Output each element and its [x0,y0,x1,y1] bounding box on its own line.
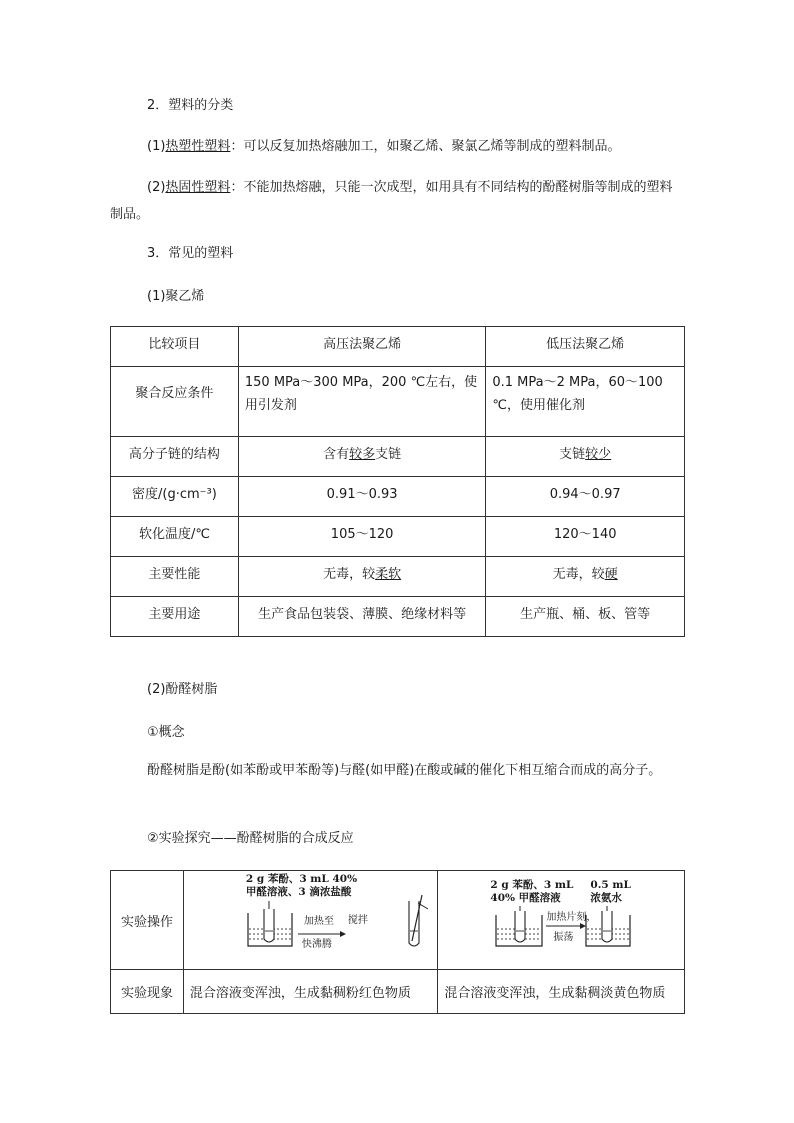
cell-low [486,437,685,477]
header-low-pressure: 低压法聚乙烯 [486,327,685,367]
row-label: 主要性能 [111,557,239,597]
underlined-text: 较少 [585,447,612,462]
exp2-reagent-2: 40% 甲醛溶液 [490,892,561,904]
exp2-diagram [438,871,684,969]
section-2-title: 2．塑料的分类 [147,98,234,113]
text: 无毒，较 [323,567,376,582]
header-item: 比较项目 [111,327,239,367]
exp1-reagent-2: 甲醛溶液、3 滴浓盐酸 [245,886,352,898]
cell-low: 生产瓶、桶、板、管等 [486,597,685,637]
cell-low [486,557,685,597]
cell-low: 120～140 [486,517,685,557]
table-row [111,437,685,477]
table-header-row [111,327,685,367]
section-3-title: 3．常见的塑料 [147,246,234,261]
cell-low: 0.1 MPa～2 MPa，60～100 ℃，使用催化剂 [486,367,685,437]
exp1-heat-2: 快沸腾 [301,939,332,950]
text: 无毒，较 [552,567,605,582]
plastic-class-item-2 [110,174,685,228]
text: 支链 [559,447,586,462]
exp1-diagram [184,871,438,969]
table-row [111,367,685,437]
thermoset-term: 热固性塑料 [165,180,231,195]
table-row [111,517,685,557]
row-label: 软化温度/℃ [111,517,239,557]
exp2-reagent-1: 2 g 苯酚、3 mL [490,879,574,891]
exp2-heat-2: 振荡 [553,932,574,943]
exp1-stir: 搅拌 [347,915,368,926]
exp2-add-1: 0.5 mL [590,879,631,891]
cell-high: 0.91～0.93 [238,477,485,517]
item-2-prefix: (2) [147,180,166,195]
concept-title: ①概念 [147,725,185,740]
exp2-diagram-cell [438,871,685,970]
exp2-phenomenon: 混合溶液变浑浊，生成黏稠淡黄色物质 [438,970,685,1014]
header-high-pressure: 高压法聚乙烯 [238,327,485,367]
exp1-phenomenon: 混合溶液变浑浊，生成黏稠粉红色物质 [183,970,438,1014]
underlined-text: 较多 [349,447,376,462]
underlined-text: 柔软 [375,567,402,582]
thermoplastic-term: 热塑性塑料 [165,139,231,154]
text: 含有 [323,447,350,462]
row-label: 密度/(g·cm⁻³) [111,477,239,517]
text: 支链 [375,447,402,462]
row-label-operation: 实验操作 [111,871,184,970]
cell-high: 生产食品包装袋、薄膜、绝缘材料等 [238,597,485,637]
table-row [111,597,685,637]
row-label: 聚合反应条件 [111,367,239,437]
item-2-text: ：不能加热熔融，只能一次成型，如用具有不同结构的酚醛树脂等制成的塑料制品。 [110,180,673,222]
plastic-class-item-1 [110,133,685,160]
phenolic-subtitle: (2)酚醛树脂 [147,682,218,697]
table-row [111,871,685,970]
concept-text: 酚醛树脂是酚(如苯酚或甲苯酚等)与醛(如甲醛)在酸或碱的催化下相互缩合而成的高分子。 [147,763,662,778]
exp2-heat-1: 加热片刻， [546,912,597,923]
table-row [111,970,685,1014]
cell-high: 150 MPa～300 MPa，200 ℃左右，使用引发剂 [238,367,485,437]
table-row [111,557,685,597]
exp2-add-2: 浓氨水 [590,892,622,904]
exp1-heat-1: 加热至 [303,916,334,927]
item-1-prefix: (1) [147,139,166,154]
polyethylene-comparison-table [110,326,685,637]
table-row [111,477,685,517]
experiment-table [110,870,685,1014]
underlined-text: 硬 [604,567,618,582]
cell-high [238,557,485,597]
row-label-phenomenon: 实验现象 [111,970,184,1014]
row-label: 主要用途 [111,597,239,637]
row-label: 高分子链的结构 [111,437,239,477]
polyethylene-subtitle: (1)聚乙烯 [147,289,205,304]
experiment-title: ②实验探究——酚醛树脂的合成反应 [147,831,354,846]
exp1-reagent-1: 2 g 苯酚、3 mL 40% [245,873,358,885]
item-1-text: ：可以反复加热熔融加工，如聚乙烯、聚氯乙烯等制成的塑料制品。 [230,139,621,154]
cell-high: 105～120 [238,517,485,557]
exp1-diagram-cell [183,871,438,970]
cell-high [238,437,485,477]
cell-low: 0.94～0.97 [486,477,685,517]
